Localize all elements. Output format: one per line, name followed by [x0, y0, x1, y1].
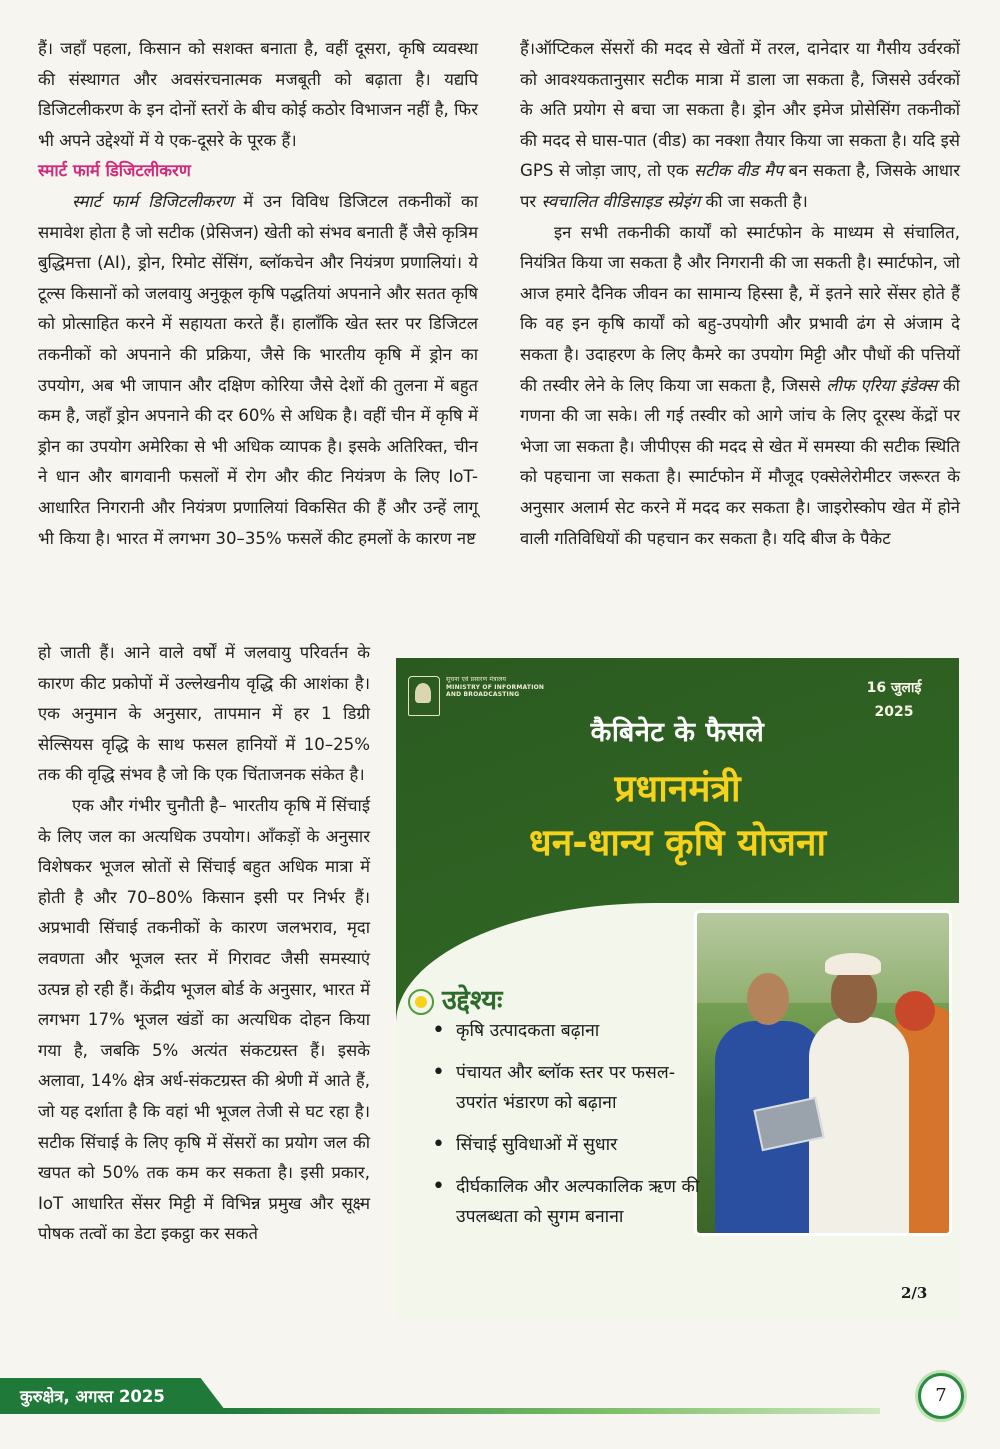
date-day-month: 16 जुलाई — [866, 680, 922, 696]
italic-term: स्मार्ट फार्म डिजिटलीकरण — [72, 191, 234, 211]
ministry-name-hindi: सूचना एवं प्रसारण मंत्रालय — [446, 676, 507, 683]
paragraph: हो जाती हैं। आने वाले वर्षों में जलवायु परिवर्तन के कारण कीट प्रकोपों में उल्लेखनीय वृद्धि की आशंका है। एक अनुमान के अनुसार, तापमान में हर 1 डिग्री सेल्सियस वृद्धि के साथ फसल हानियों में 10–25% तक की वृद्धि संभव है जो कि एक चिंताजनक संकेत है। — [38, 643, 370, 785]
date-year: 2025 — [874, 704, 914, 720]
paragraph — [38, 187, 478, 554]
title-line-2: धन-धान्य कृषि योजना — [528, 821, 827, 864]
footer-divider — [220, 1408, 880, 1414]
right-column — [520, 34, 960, 554]
farmers-with-tablet-photo — [694, 910, 952, 1236]
paragraph — [520, 218, 960, 555]
slide-page-indicator: 2/3 — [901, 1284, 928, 1302]
magazine-footer: कुरुक्षेत्र, अगस्त 2025 — [20, 1387, 165, 1406]
paragraph-text: की गणना की जा सके। ली गई तस्वीर को आगे जांच के लिए दूरस्थ केंद्रों पर भेजा जा सकता है। जीपीएस की मदद से खेत में समस्या की सटीक स्थिति को पहचाना जा सकता है। स्मार्टफोन में मौजूद एक्सेलेरोमीटर जरूरत के अनुसार अलार्म सेट करने में मदद कर सकता है। जाइरोस्कोप खेत में होने वाली गतिविधियों की पहचान कर सकता है। यदि बीज के पैकेट — [520, 375, 960, 548]
target-icon — [408, 989, 434, 1015]
list-item: • कृषि उत्पादकता बढ़ाना — [432, 1016, 702, 1046]
italic-term: लीफ एरिया इंडेक्स — [826, 375, 938, 395]
ministry-logo-text — [446, 676, 556, 699]
list-item: • सिंचाई सुविधाओं में सुधार — [432, 1130, 702, 1160]
italic-term: स्वचालित वीडिसाइड स्प्रेइंग — [541, 191, 701, 211]
paragraph-text: इन सभी तकनीकी कार्यों को स्मार्टफोन के माध्यम से संचालित, नियंत्रित किया जा सकता है और निगरानी की जा सकती है। स्मार्टफोन, जो आज हमारे दैनिक जीवन का सामान्य हिस्सा है, में इतने सारे सेंसर होते हैं कि वह इन कृषि कार्यों को बहु-उपयोगी और प्रभावी ढंग से अंजाम दे सकता है। उदाहरण के लिए कैमरे का उपयोग मिट्टी और पौधों की पत्तियों की तस्वीर लेने के लिए किया जा सकता है, जिससे — [520, 222, 960, 395]
title-line-1: प्रधानमंत्री — [614, 767, 741, 810]
ministry-name-english: MINISTRY OF INFORMATION AND BROADCASTING — [446, 683, 545, 698]
objectives-title: उद्देश्यः — [442, 985, 503, 1016]
paragraph-text: हैं।ऑप्टिकल सेंसरों की मदद से खेतों में तरल, दानेदार या गैसीय उर्वरकों को आवश्यकतानुसार सटीक मात्रा में डाला जा सकता है, जिससे उर्वरकों के अति प्रयोग से बचा जा सकता है। ड्रोन और इमेज प्रोसेसिंग तकनीकों की मदद से घास-पात (वीड) का नक्शा तैयार किया जा सकता है। यदि इसे GPS से जोड़ा जाए, तो एक — [520, 39, 960, 181]
list-item: • दीर्घकालिक और अल्पकालिक ऋण की उपलब्धता को सुगम बनाना — [432, 1172, 702, 1232]
paragraph: एक और गंभीर चुनौती है– भारतीय कृषि में सिंचाई के लिए जल का अत्यधिक उपयोग। आँकड़ों के अनुसार विशेषकर भूजल स्रोतों से सिंचाई बहुत अधिक मात्रा में होती है और 70–80% किसान इसी पर निर्भर हैं। अप्रभावी सिंचाई तकनीकों के कारण जलभराव, मृदा लवणता और भूजल स्तर में गिरावट जैसी समस्याएं उत्पन्न हो रही हैं। केंद्रीय भूजल बोर्ड के अनुसार, भारत में लगभग 17% भूजल खंडों का अत्यधिक दोहन किया गया है, जबकि 5% अत्यंत संकटग्रस्त हैं। इसके अलावा, 14% क्षेत्र अर्ध-संकटग्रस्त की श्रेणी में आते हैं, जो यह दर्शाता है कि वहां भी भूजल तेजी से घट रहा है। सटीक सिंचाई के लिए कृषि में सेंसरों का प्रयोग जल की खपत को 50% तक कम कर सकता है। इसी प्रकार, IoT आधारित सेंसर मिट्टी में विभिन्न प्रमुख और सूक्ष्म पोषक तत्वों का डेटा इकट्ठा कर सकते — [38, 795, 370, 1244]
infographic-title — [396, 762, 959, 870]
paragraph — [520, 34, 960, 218]
section-heading: स्मार्ट फार्म डिजिटलीकरण — [38, 161, 191, 181]
left-column-bottom — [38, 638, 370, 1250]
left-column-top — [38, 34, 478, 554]
paragraph-text: की जा सकती है। — [700, 191, 808, 211]
objectives-list — [432, 1016, 702, 1244]
list-item: • पंचायत और ब्लॉक स्तर पर फसल-उपरांत भंडारण को बढ़ाना — [432, 1058, 702, 1118]
italic-term: सटीक वीड मैप — [693, 161, 784, 181]
paragraph: हैं। जहाँ पहला, किसान को सशक्त बनाता है, वहीं दूसरा, कृषि व्यवस्था की संस्थागत और अवसंरचनात्मक मजबूती को बढ़ाता है। यद्यपि डिजिटलीकरण के इन दोनों स्तरों के बीच कोई कठोर विभाजन नहीं है, फिर भी अपने उद्देश्यों में ये एक-दूसरे के पूरक हैं। — [38, 39, 478, 150]
page-number: 7 — [918, 1373, 964, 1419]
infographic-subtitle: कैबिनेट के फैसले — [590, 717, 765, 748]
paragraph-text: में उन विविध डिजिटल तकनीकों का समावेश होता है जो सटीक (प्रेसिजन) खेती को संभव बनाती हैं जैसे कृत्रिम बुद्धिमत्ता (AI), ड्रोन, रिमोट सेंसिंग, ब्लॉकचेन और नियंत्रण प्रणालियां। ये टूल्स किसानों को जलवायु अनुकूल कृषि पद्धतियां अपनाने और सतत कृषि को प्रोत्साहित करने में सहायता करते हैं। हालाँकि खेत स्तर पर डिजिटल तकनीकों को अपनाने की प्रक्रिया, जैसे कि भारतीय कृषि में ड्रोन का उपयोग, अब भी जापान और दक्षिण कोरिया जैसे देशों की तुलना में बहुत कम है, जहाँ ड्रोन अपनाने की दर 60% से अधिक है। वहीं चीन में कृषि में ड्रोन का उपयोग अमेरिका से भी अधिक व्यापक है। इसके अतिरिक्त, चीन ने धान और बागवानी फसलों में रोग और कीट नियंत्रण के लिए IoT-आधारित निगरानी और नियंत्रण प्रणालियां विकसित की हैं और उन्हें लागू भी किया है। भारत में लगभग 30–35% फसलें कीट हमलों के कारण नष्ट — [38, 191, 478, 548]
national-emblem-icon — [408, 676, 440, 716]
paragraph-text: बन सकता है, जिसके आधार पर — [520, 161, 960, 211]
objectives-heading — [408, 980, 502, 1017]
scheme-infographic — [396, 658, 959, 1321]
